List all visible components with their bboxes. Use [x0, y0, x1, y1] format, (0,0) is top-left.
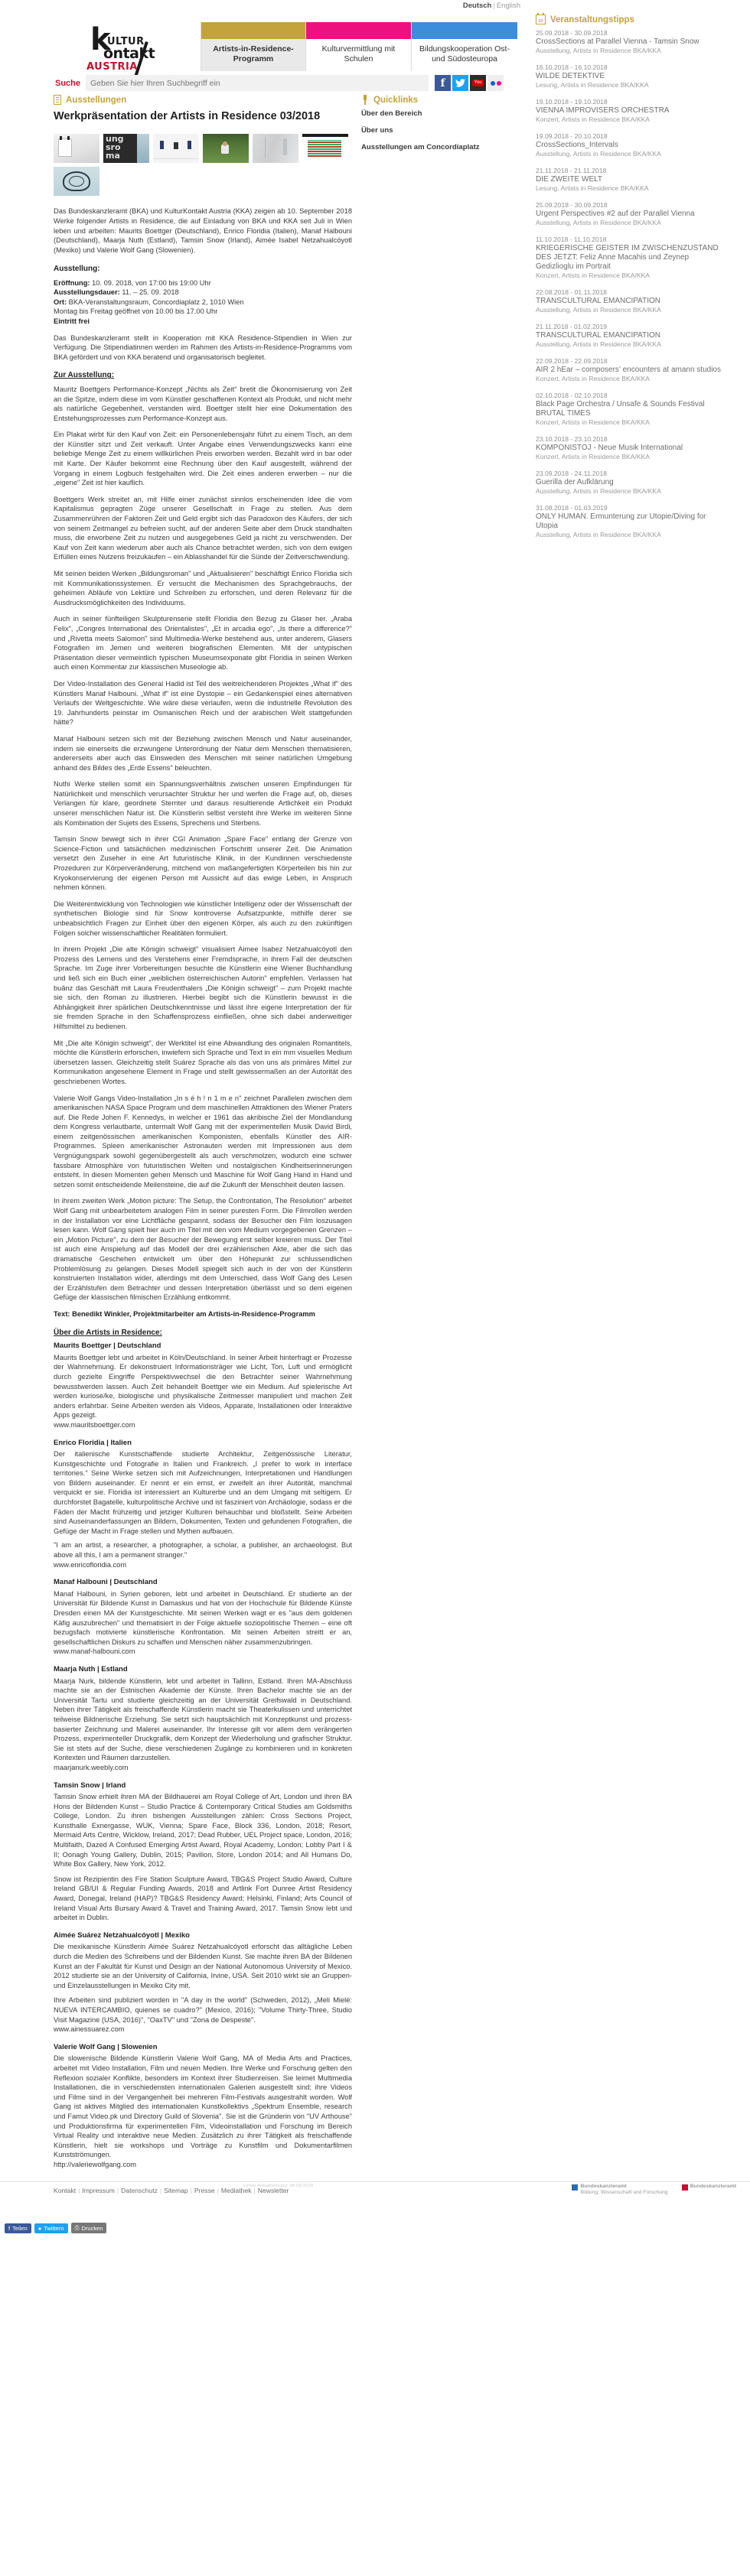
artist-bio-2: Snow ist Rezipientin des Fire Station Sculpture Award, TBG&S Project Studio Award, Culture Ireland GB/UI & Regular Funding Awards, 2018 and Artlink Fort Dunree Artist Residency Award, Donegal, Ireland (HAP)? TBG&S Residency Award; Helsinki, Finland; Arts Council of Ireland Visual Arts Bursary Award & Travel and Training Award, 2017. Tamsin Snow lebt und arbeitet in Dublin.	[54, 1875, 352, 1922]
thumbnail-image[interactable]	[153, 134, 199, 163]
language-bar	[0, 0, 750, 12]
event-date: 31.08.2018 - 01.03.2019	[536, 504, 608, 512]
nav-tab-artists-in-residence[interactable]	[201, 22, 306, 71]
partner-title: Bundeskanzleramt	[580, 2184, 627, 2190]
quicklinks-heading	[361, 95, 491, 105]
event-meta: Konzert, Artists in Residence BKA/KKA	[536, 453, 651, 460]
artist-website[interactable]: www.mauritsboettger.com	[54, 1420, 135, 1429]
event-item[interactable]	[536, 63, 727, 89]
calendar-icon: 23	[536, 15, 546, 24]
event-item[interactable]	[536, 357, 727, 383]
event-item[interactable]	[536, 392, 727, 427]
body-paragraph: Mit „Die alte Königin schweigt", der Werktitel ist eine Abwandlung des originalen Romantitels, möchte die Künstlerin erforschen, inwiefern sich Sprache und Text in ein mm visuelles Medium übersetzen lassen. Gleichzeitig stellt Suárez Sprache als das von uns als primäres Mittel zur Kommunikation angesehene Element in Frage und stellt gewissermaßen an der Autorität des geschriebenen Wortes.	[54, 1039, 352, 1085]
main-column	[54, 95, 352, 2169]
logo-line-kultur: ULTUR	[107, 36, 145, 47]
detail-row	[54, 317, 352, 327]
quicklink-item[interactable]: Über den Bereich	[361, 109, 422, 118]
share-bar	[0, 2223, 750, 2233]
thumbnail-image[interactable]	[203, 134, 249, 163]
event-date: 22.09.2018 - 22.09.2018	[536, 357, 608, 365]
body-paragraph: Mit seinen beiden Werken „Bildungsroman" und „Aktualisieren" beschäftigt Enrico Floridia sich mit Kommunikationssystemen. Er versucht die Mechanismen des Sprachgebrauchs, der geheimen Abläufe von Lektüre und Schreiben zu erforschen, und deren Relevanz für die Ausdrucksmöglichkeiten des Individuums.	[54, 570, 352, 607]
nav-tab-color-bar-pink	[306, 22, 411, 39]
artist-bio: Maarja Nurk, bildende Künstlerin, lebt und arbeitet in Tallinn, Estland. Ihren MA-Abschluss machte sie an der Estnischen Akademie der Künste. Ihren Bachelor machte sie an der Universität Tartu und studierte gleichzeitig an der Universität Greifswald in Deutschland. Neben ihrer Tätigkeit als freischaffende Künstlerin macht sie Theaterkulissen und unterrichtet teilweise Bildnerische Erziehung. Sie setzt sich hauptsächlich mit Konzeptkunst und prozess-basierter Zeichnung und Malerei auseinander. Ihr Interesse gilt vor allem dem verängerten Prozess, experimenteller Druckgrafik, dem Konzept der Wiederholung und grafischer Struktur. Sie ist stets auf der Suche, diese verschiedenen Zugänge zu kombinieren und in konkreten Kontexten und Räumen darzustellen.	[54, 1677, 352, 1762]
event-title: DIE ZWEITE WELT	[536, 175, 603, 184]
nav-tab-color-bar-gold	[201, 22, 305, 39]
artist-name: Maarja Nuth | Estland	[54, 1664, 128, 1673]
detail-key: Eröffnung:	[54, 278, 90, 287]
artist-name: Manaf Halbouni | Deutschland	[54, 1578, 158, 1587]
event-date: 11.10.2018 - 11.10.2018	[536, 236, 607, 243]
body-paragraph: In ihrem zweiten Werk „Motion picture: The Setup, the Confrontation, The Resolution" arbeitet Wolf Gang mit unbearbeitetem analogen Film in seiner puresten Form. Die Filmrollen werden in der Installation vor eine Lichtfläche gespannt, sodass der Besucher den Film loszusagen lesen kann. Wolf Gang spielt hier auch im Titel mit den vom Medium vorgegebenen Grenzen – ein „Motion Picture", zu dem der Besucher der Bewegung erst selber kreieren muss. Der Titel ist auch eine Anspielung auf das Modell der drei erzählerischen Akte, aber die sich das dramatische Geschehen entwickelt um über den Höhepunkt zur schlussendlichen Problemlösung zu gelangen. Dieses Modell spiegelt sich auch in der von der Künstlerin konstruierten Installation wider, allerdings mit dem Unterschied, dass Wolf Gang des Lesen der Erzählstufen dem Betrachter und dessen Interpretation überlässt und so dem eigenen Gefüge der klassischen filmischen Erzählung entkommt.	[54, 1197, 352, 1302]
nav-tab-label: Artists-in-Residence-Programm	[201, 39, 305, 71]
thumbnail-gallery	[54, 134, 354, 196]
event-title: VIENNA IMPROVISERS ORCHESTRA	[536, 106, 670, 115]
artist-bio: Tamsin Snow erhielt ihren MA der Bildhauerei am Royal College of Art, London und ihren BA Hons der Bildenden Kunst – Studio Practice & Contemporary Critical Studies am Goldsmiths College, London. Zu ihren bisherigen Ausstellungen zählen: Cross Sections Project, Kunsthalle Exnergasse, WUK, Vienna; Spare Face, Block 336, London, 2018; Resort, Mermaid Arts Centre, Wicklow, Ireland, 2017; Dead Rubber, UEL Project space, London, 2016; Multifaith, Dazed A Confused Emerging Artist Award, Royal Academy, London; Lobby Part I & II; Oonagh Young Gallery, Dublin, 2015; Pavilion, Store, London 2014; and All Humans Do, White Box Gallery, New York, 2012.	[54, 1793, 352, 1869]
detail-value: 10. 09. 2018, von 17:00 bis 19:00 Uhr	[92, 278, 211, 287]
footer-link-impressum[interactable]: Impressum	[82, 2187, 115, 2195]
artist-website[interactable]: http://valeriewolfgang.com	[54, 2160, 137, 2168]
main-navigation	[201, 22, 517, 71]
print-label: Drucken	[81, 2224, 103, 2232]
body-paragraph: Boettgers Werk streitet an, mit Hilfe einer zunächst sinnlos erscheinenden Idee die vom Kapitalismus gepragten Züge unserer Gesellschaft in Frage zu stellen. Aus dem Zusammenrühren der Faktoren Zeit und Geld ergibt sich das Paradoxon des Käufers, der sich von seinem Zeitmangel zu befreien sucht, auf der anderen Seite aber dem Druck standhalten muss, die erworbene Zeit zu nutzen und ausgegebenes Geld ja nicht zu verschwenden. Der Kauf von Zeit kann wiederum aber auch als Chance betrachtet werden, sich von dem ewigen Erfüllen eines Nutzens freizukaufen – ein Ablasshandel für die Sünde der Zeitverschwendung.	[54, 495, 352, 561]
lang-de[interactable]: Deutsch	[462, 2, 492, 10]
event-item[interactable]	[536, 236, 727, 280]
nav-tab-label: Kulturvermittlung mit Schulen	[321, 44, 396, 63]
thumbnail-image[interactable]	[302, 134, 348, 163]
search-input[interactable]	[86, 75, 429, 91]
body-paragraph: Die Weiterentwicklung von Technologien wie künstlicher Intelligenz oder der Wissenschaft der synthetischen Biologie sind für Snow kontroverse Aufsatzpunkte, mithilfe derer sie unbeabsichtlich Fragen zur Einheit über den eigenen Körper, als auch zu den zukünftigen Folgen solcher wissenschaftlicher Realitäten formuliert.	[54, 899, 352, 937]
partner-title: Bundeskanzleramt	[690, 2184, 736, 2190]
event-meta: Ausstellung, Artists in Residence BKA/KKA	[536, 340, 661, 348]
artist-website[interactable]: www.ainessuarez.com	[54, 2025, 125, 2034]
page-title: Werkpräsentation der Artists in Residence 03/2018	[54, 110, 321, 122]
partner-logo-bka	[682, 2184, 736, 2195]
event-title: WILDE DETEKTIVE	[536, 72, 605, 80]
thumbnail-image[interactable]	[253, 134, 298, 163]
share-twitter-button[interactable]	[34, 2223, 68, 2233]
footer-links: Kontakt | Impressum | Datenschutz | Sitemap | Presse | Mediathek | Newsletter	[54, 2187, 289, 2195]
artist-entry	[54, 1342, 352, 1429]
body-paragraph: Der Video-Installation des General Hadid ist Teil des weitreichenderen Projektes „What if" des Künstlers Manaf Halbouni. „What if" ist eine Dystopie – ein Gedankenspiel eines alternativen Verlaufs der Weltgeschichte. Wie wäre diese verlaufen, wenn die industrielle Revolution des 19. Jahrhunderts peinstar im Osmanischen Reich und der arabischen Welt stattgefunden hätte?	[54, 679, 352, 727]
event-title: Black Page Orchestra / Unsafe & Sounds Festival BRUTAL TIMES	[536, 400, 705, 418]
event-item[interactable]	[536, 288, 727, 314]
quicklink-item[interactable]: Ausstellungen am Concordiaplatz	[361, 143, 480, 151]
event-title: TRANSCULTURAL EMANCIPATION	[536, 331, 660, 340]
detail-row	[54, 307, 352, 317]
body-paragraph: Tamsin Snow bewegt sich in ihrer CGI Animation „Spare Face" entlang der Grenze von Science-Fiction und tatsächlichen medizinischen Fortschritt unserer Zeit. Die Animation versetzt den Zuseher in eine Art futuristische Klinik, in der Kundinnen verschiedenste Prozeduren zur Körperveränderung, mitchend von maßangefertigten Körperteilen bis hin zur Kryokonservierung der eigenen Person mit Aussicht auf das ewige Leben, in Anspruch nehmen können.	[54, 835, 352, 892]
footer-link-sitemap[interactable]: Sitemap	[164, 2187, 188, 2195]
artist-website[interactable]: www.enricofloridia.com	[54, 1560, 127, 1569]
artist-bio: Die mexikanische Künstlerin Aimée Suárez Netzahualcóyotl erforscht das alltägliche Leben durch die Medien des Schreibens und der Bildenden Kunst. Sie machte ihren BA der Bildenen Kunst an der Fakultät für Kunst und Design an der National Autonomous University of Mexico. 2012 studierte sie an der University of California, Irvine, USA. Seit 2010 wirkt sie an Gruppen- und Einzelausstellungen in Mexiko City mit.	[54, 1943, 352, 1989]
social-links	[435, 75, 504, 91]
events-heading	[536, 15, 727, 24]
pin-icon	[361, 95, 369, 105]
detail-row	[54, 278, 352, 288]
twitter-icon[interactable]	[452, 75, 468, 91]
event-meta: Lesung, Artists in Residence BKA/KKA	[536, 81, 649, 89]
event-date: 23.09.2018 - 24.11.2018	[536, 470, 608, 477]
flickr-icon[interactable]	[488, 75, 504, 91]
quicklinks-column	[361, 95, 491, 160]
nav-tab-label: Bildungskooperation Ost- und Südosteuropa	[419, 44, 510, 63]
artist-name: Tamsin Snow | Irland	[54, 1781, 126, 1790]
event-item[interactable]	[536, 323, 727, 349]
artist-name: Maurits Boettger | Deutschland	[54, 1342, 161, 1351]
article-body	[54, 207, 352, 2169]
event-item[interactable]	[536, 201, 727, 227]
event-date: 25.09.2018 - 30.09.2018	[536, 29, 608, 37]
event-date: 19.10.2018 - 19.10.2018	[536, 98, 608, 106]
event-title: Urgent Perspectives #2 auf der Parallel Vienna	[536, 210, 695, 218]
event-date: 23.10.2018 - 23.10.2018	[536, 435, 608, 443]
search-label: Suche	[55, 79, 81, 88]
nav-tab-bildungskooperation[interactable]	[412, 22, 517, 71]
artist-entry	[54, 1931, 352, 2034]
article-credit: Text: Benedikt Winkler, Projektmitarbeiter am Artists-in-Residence-Programm	[54, 1309, 315, 1318]
event-meta: Ausstellung, Artists in Residence BKA/KKA	[536, 487, 661, 495]
event-date: 02.10.2018 - 02.10.2018	[536, 392, 608, 399]
footer-link-presse[interactable]: Presse	[194, 2187, 215, 2195]
print-button[interactable]	[71, 2223, 107, 2233]
thumbnail-image[interactable]	[54, 134, 99, 163]
document-icon	[54, 95, 61, 105]
detail-key: Ort:	[54, 298, 67, 306]
event-date: 21.11.2018 - 21.11.2018	[536, 167, 607, 174]
detail-value: 11. – 25. 09. 2018	[122, 288, 179, 297]
event-meta: Lesung, Artists in Residence BKA/KKA	[536, 184, 649, 192]
footer-link-mediathek[interactable]: Mediathek	[220, 2187, 252, 2195]
logo-line-austria: AUSTRIA	[86, 61, 138, 73]
share-twitter-label: Twittern	[44, 2224, 64, 2232]
event-meta: Ausstellung, Artists in Residence BKA/KKA	[536, 219, 661, 226]
lang-en[interactable]: English	[496, 2, 520, 10]
event-meta: Ausstellung, Artists in Residence BKA/KKA	[536, 531, 661, 538]
artist-website[interactable]: maarjanurk.weebly.com	[54, 1763, 129, 1771]
event-date: 25.09.2018 - 30.09.2018	[536, 201, 608, 209]
artist-entry	[54, 1578, 352, 1657]
detail-row	[54, 288, 352, 298]
event-meta: Konzert, Artists in Residence BKA/KKA	[536, 272, 651, 279]
partner-logo-bka-education	[572, 2184, 667, 2195]
logo-line-kontakt: ontakt	[103, 45, 155, 62]
body-paragraph: Mauritz Boettgers Performance-Konzept „Nichts als Zeit" bretit die Ökonomisierung von Zeit an die Spitze, indem diese im vom Künstler geschaffenen Kontext als Produkt, und nicht mehr als natürliche Gegebenheit, verstanden wird. Boettger stellt hier eine Dokumentation des Entstehungsprozesses zum Performance-Konzept aus.	[54, 385, 352, 422]
artist-name: Aimée Suárez Netzahualcóyotl | Mexiko	[54, 1930, 190, 1940]
artist-quote: "I am an artist, a researcher, a photographer, a scholar, a publisher, an archaeologist. But above all this, I am a permanent stranger."	[54, 1541, 352, 1560]
artist-website[interactable]: www.manaf-halbouni.com	[54, 1647, 135, 1656]
event-meta: Konzert, Artists in Residence BKA/KKA	[536, 115, 651, 123]
body-paragraph: Nuthi Werke stellen somit ein Spannungsverhältnis zwischen unseren Empfindungen für Natürlichkeit und menschlich verursachter Struktur her und werfen die Frage auf, ob, dieses Verlangen für klare, geordnete Sternter und daraus resultierende Artlichkeit ein Produkt unserer menschlichen Natur ist. Die Künstlerin selbst versteht ihre Werke im weiteren Sinne als Kombination der Sujets des Essens, Sprechens und Sterbens.	[54, 780, 352, 827]
partner-mark-icon	[572, 2184, 578, 2191]
event-title: CrossSections_Intervals	[536, 141, 618, 149]
body-paragraph: Auch in seiner fünfteiligen Skulpturenserie stellt Floridia den Bezug zu Glaser her. „Araba Felix", „Congres International des Orientalistes", „Et in arcadia ego", „Is there a difference?" und „Rivetta meets Salomon" sind Multimedia-Werke bestehend aus, unter anderem, Glasers Fotografien im Jemen und weiteren biografischen Elementen. Mit der untypischen Präsentation dieser vermeintlich typischen Museumsexponate gibt Floridia in seinen Werken auch einen Kommentar zur klassischen Museologie ab.	[54, 615, 352, 672]
artist-entry	[54, 2043, 352, 2170]
event-meta: Ausstellung, Artists in Residence BKA/KKA	[536, 306, 661, 314]
artists-heading: Über die Artists in Residence:	[54, 1328, 162, 1337]
partner-mark-icon	[682, 2184, 688, 2191]
detail-key: Eintritt frei	[54, 317, 90, 325]
event-title: CrossSections at Parallel Vienna - Tamsin Snow	[536, 37, 699, 46]
quicklinks-heading-label: Quicklinks	[373, 95, 419, 105]
share-facebook-label: Teilen	[12, 2224, 28, 2232]
events-column	[536, 15, 727, 548]
footer-watermark: Letzte Aktualisierung: 06.09.2018	[243, 2184, 314, 2189]
event-meta: Ausstellung, Artists in Residence BKA/KKA	[536, 47, 661, 54]
artist-bio-2: Ihre Arbeiten sind publiziert worden in "A day in the world" (Schweden, 2012), „Meli Mielé: NUEVA INTERCAMBIO, quienes se cuadro?" (Mexico, 2016); "Volume Thirty-Three, Studio Visit Magazine (USA, 2016)", "OaxTV" und "Zona de Despeste".	[54, 1996, 352, 2024]
artist-entry	[54, 1781, 352, 1923]
event-item[interactable]	[536, 504, 727, 539]
artist-entry	[54, 1665, 352, 1773]
artist-name: Valerie Wolf Gang | Slowenien	[54, 2042, 158, 2051]
footer-link-datenschutz[interactable]: Datenschutz	[121, 2187, 158, 2195]
logo-k: k	[90, 22, 109, 57]
printer-icon: ⎙	[74, 2224, 80, 2232]
body-paragraph: Das Bundeskanzleramt stellt in Kooperation mit KKA Residence-Stipendien in Wien zur Verfügung. Die Stipendiatinnen werden im Rahmen des Artists-in-Residence-Programms vom BKA gefördert und von KKA beratend und organisatorisch begleitet.	[54, 333, 352, 361]
section-heading-ausstellung: Zur Ausstellung:	[54, 371, 115, 380]
event-title: KOMPONISTOJ - Neue Musik International	[536, 444, 683, 452]
quicklink-item[interactable]: Über uns	[361, 126, 393, 135]
footer-partner-logos	[572, 2184, 736, 2195]
twitter-icon: ●	[38, 2224, 42, 2232]
nav-tab-kulturvermittlung[interactable]	[306, 22, 412, 71]
event-title: TRANSCULTURAL EMANCIPATION	[536, 297, 660, 305]
artist-name: Enrico Floridia | Italien	[54, 1438, 132, 1447]
artist-bio: Die slowenische Bildende Künstlerin Valerie Wolf Gang, MA of Media Arts and Practices, arbeitet mit Video Installation, Film und neuen Medien. Ihre Werke und Forschung gelten den Reflexion sozialer Konflikte, besonders im Kontext ihrer Studienreisen. Sie leimet Multimedia Installationen, die in verschiedensten internationalen Galerien ausgestellt sind; ihre Videos und Filme sind in der Vergangenheit bei mehreren Film-Festivals ausgestrahlt worden. Wolf Gang ist aktives Mitglied des internationalen Kunstkollektivs „Spektrum Ensemble, research und Famut Video.pk und Directory Guild of Slovenia". Sie ist die Gründerin von "UV Arthouse" und Produktionsfirma für experimentellen Film, Videoinstallation und Forschung im Bereich Virtual Reality und interaktive neue Medien. Zusätzlich zu ihrer Tätigkeit als freischaffende Künstlerin, hielt sie workshops und Vorträge zu Kunstfilm und Dokumentarfilmen Kunstströmungen.	[54, 2054, 352, 2159]
youtube-icon[interactable]: You	[470, 75, 486, 91]
detail-row	[54, 298, 352, 307]
artist-bio: Maurits Boettger lebt und arbeitet in Köln/Deutschland. In seiner Arbeit hinterfragt er Prozesse der Wahrnehmung. Er dekonstruiert Informationsträger wie Licht, Ton, Luft und ermöglicht durch gezielte Eingriffe Perspektivwechsel die den Betrachter seiner Wahrnehmung bewusstwerden lassen. Auch Zeit behandelt Boettger wie ein Medium. Auf spielerische Art werden kuriose/ke, biologische und physikalische Zeitmesser manipuliert und machen Zeit anders erfahrbar. Seine Arbeiten werden als Videos, Apparate, Installationen oder Interaktive Apps gezeigt.	[54, 1353, 352, 1420]
breadcrumb[interactable]	[54, 95, 352, 105]
details-list	[54, 278, 352, 327]
event-title: KRIEGERISCHE GEISTER IM ZWISCHENZUSTAND DES JETZT: Feliz Anne Macahis und Zeynep Gedizlioglu im Portrait	[536, 244, 719, 271]
body-paragraph: Valerie Wolf Gangs Video-Installation „In s é h ! n 1 m e n" zeichnet Parallelen zwischen dem amerikanischen NASA Space Program und dem maschinellen Attraktionen des Wiener Praters auf. Die Rede Johen F. Kennedys, in welcher er 1961 das akribische Ziel der Mondlandung dem Kongress verlautbarte, untermalt Wolf Gang mit der experimentellen Musik David Birdi, einem zeitgenössischen amerikanischen Komponisten, ebenfalls Künstler des AIR-Programmes. Spleen amerikanischer Astronauten werden mit Impressionen aus dem Vergnügungspark sowohl gegenübergestellt als auch verschmolzen, wodurch eine schwer fassbare Atmosphäre von futuristischen Welten und nostalgischen Kindheitserinnerungen entsteht. In diesen Momenten gehen Mensch und Maschine für Wolf Gang Hand in Hand und setzen somit entscheidende Meilensteine, die auf die Zukunft der Menschheit deuten lassen.	[54, 1094, 352, 1189]
event-item[interactable]	[536, 98, 727, 124]
event-item[interactable]	[536, 167, 727, 193]
event-meta: Konzert, Artists in Residence BKA/KKA	[536, 375, 651, 382]
event-meta: Konzert, Artists in Residence BKA/KKA	[536, 418, 651, 426]
event-item[interactable]	[536, 132, 727, 158]
facebook-icon[interactable]: f	[435, 75, 451, 91]
breadcrumb-label: Ausstellungen	[66, 95, 127, 105]
event-title: AIR 2 hEar – composers’ encounters at amann studios	[536, 366, 721, 374]
body-paragraph: In ihrem Projekt „Die alte Königin schweigt" visualisiert Aimee Isabez Netzahualcóyotl den Prozess des Lernens und des Verstehens einer Fremdsprache, in ihrem Fall der deutschen Sprache. Im Zuge ihrer Vorbereitungen besuchte die Künstlerin eine Wiener Buchhandlung und ließ sich ein Buch einer „weiblichen österreichischen Autorin" empfehlen. Verlassen hat buânz das Geschäft mit Laura Freudenthalers „Die Königin schweigt" – zum Projekt machte sie sich, den Roman zu illustrieren. Hierbei begibt sich die Künstlerin bewusst in die Abhängigkeit ihrer spärlichen Deutschkenntnisse und lässt ihre eigene Interpretation der für sie fremden Sprache in den Schaffensprozess einfließen, ohne sich dabei anderweitiger Hilfsmittel zu bedienen.	[54, 945, 352, 1030]
intro-paragraph: Das Bundeskanzleramt (BKA) und KulturKontakt Austria (KKA) zeigen ab 10. September 2018 Werke folgender Artists in Residence, die auf Einladung von BKA und KKA seit Juli in Wien leben und arbeiten: Maurits Boettger (Deutschland), Enrico Floridia (Italien), Manaf Halbouni (Deutschland), Maarja Nuth (Estland), Tamsin Snow (Irland), Aimée Isabel Netzahualcóyotl (Mexiko) und Valerie Wolf Gang (Slowenien).	[54, 207, 352, 255]
partner-subtitle: Bildung, Wissenschaft und Forschung	[580, 2189, 668, 2195]
body-paragraph: Ein Plakat wirbt für den Kauf von Zeit: ein Personenlebensjahr führt zu einem Tisch, an dem der Künstler sitzt und Zeit verkauft. Unter Angabe eines Verwendungszwecks kann eine beliebige Menge Zeit zu einem willkürlichen Preis erworben werden. Bezahlt wird in bar oder mit Karte. Der Käufer bekommt eine Rechnung über den Kauf ausgestellt, während der Vorgang in einem Logbuch festgehalten wird. Die Zeit eines anderen erwerben – nur die „eigene" Zeit ist hier kauflich.	[54, 431, 352, 487]
footer-link-kontakt[interactable]: Kontakt	[54, 2187, 77, 2195]
details-heading: Ausstellung:	[54, 264, 100, 273]
site-footer	[0, 2181, 750, 2212]
facebook-icon: f	[8, 2224, 11, 2232]
lang-separator: |	[493, 2, 495, 10]
artist-bio: Manaf Halbouni, in Syrien geboren, lebt und arbeitet in Deutschland. Er studierte an der Universität für Bildende Kunst in Damaskus und hat von der Hochschule für Bildende Künste Dresden einen MA der Kunstgeschichte. Mit seinen Werken wagt er es "aus dem goldenen Käfig auszubrechen" und thematisiert in der Folge aktuelle soziopolitische Themen – eine oft bezugsfach motivierte künstlerische Konfrontation. Mit seinen Arbeiten streitt er an, gesellschaftlichen Diskurs zu schaffen und Menschen näher zusammenzubringen.	[54, 1589, 352, 1646]
event-date: 16.10.2018 - 16.10.2018	[536, 63, 608, 71]
detail-value: BKA-Veranstaltungsraum, Concordiaplatz 2, 1010 Wien	[68, 298, 244, 306]
event-item[interactable]	[536, 29, 727, 55]
event-date: 22.08.2018 - 01.11.2018	[536, 288, 608, 296]
detail-value: Montag bis Freitag geöffnet von 10.00 bis 17.00 Uhr	[54, 307, 218, 316]
event-title: ONLY HUMAN. Ermunterung zur Utopie/Diving for Utopia	[536, 512, 706, 530]
event-meta: Ausstellung, Artists in Residence BKA/KKA	[536, 150, 661, 158]
event-date: 19.09.2018 - 20.10.2018	[536, 132, 608, 140]
nav-tab-color-bar-blue	[412, 22, 517, 39]
thumbnail-image[interactable]	[54, 167, 99, 196]
event-title: Guerilla der Aufklärung	[536, 478, 614, 486]
body-paragraph: Manaf Halbouni setzen sich mit der Beziehung zwischen Mensch und Natur auseinander, indem sie einerseits die erzwungene Unterordnung der Natur dem Menschen thematisieren, andererseits aber auch das Einsweden des Menschen mit seiner natürlichen Umgebung anhand des Bildes des „Erde Essens" beleuchten.	[54, 734, 352, 772]
share-facebook-button[interactable]	[5, 2223, 31, 2233]
events-heading-label: Veranstaltungstipps	[550, 15, 634, 24]
event-item[interactable]	[536, 470, 727, 496]
event-item[interactable]	[536, 435, 727, 461]
artist-entry	[54, 1439, 352, 1570]
footer-link-newsletter[interactable]: Newsletter	[257, 2187, 289, 2195]
detail-key: Ausstellungsdauer:	[54, 288, 120, 297]
thumbnail-image[interactable]: ung sro ma	[103, 134, 149, 163]
artist-bio: Der italienische Kunstschaffende studierte Architektur, Zeitgenössische Literatur, Kunstgeschichte und Fotografie in Italien und Frankreich. „I prefer to work in interface territories." Seine Werke setzen sich mit Aufzeichnungen, Interpretationen und Handlungen von Bildern auseinander. Er nennt er ein ernst, er zweifelt an ihrer Autorität, manchmal verquickt er sie. Floridia ist interessiert an Kulturerbe und an dem Umgang mit seltigem. Er durchforstet Bagatelle, kulturpolitische Archive und ist fasziniert von Archäologie, sodass er die Fäden der Macht frühzeitig und jetziger Kulturen behauchbar und bloßstellt. Seine Arbeiten sind Auseinanderfassungen an Bildern, Dokumenten, Texten und gefundenen Fotografien, die Gefüge der Macht in Frage stellen und Mythen aufbauen.	[54, 1450, 352, 1535]
site-logo[interactable]	[86, 22, 174, 73]
event-date: 21.11.2018 - 01.02.2019	[536, 323, 608, 330]
